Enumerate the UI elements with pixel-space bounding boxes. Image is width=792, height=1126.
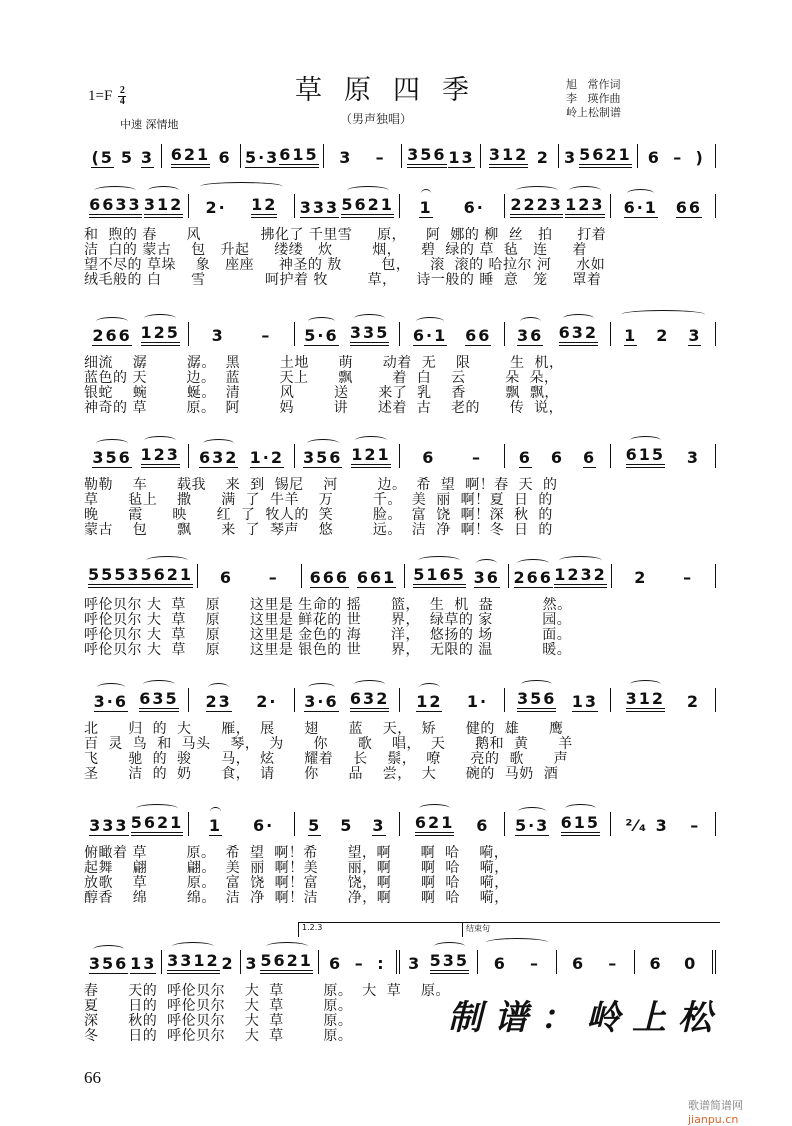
note-group: – bbox=[261, 326, 272, 345]
lyric-verse-3: 放歌 草 原。 富 饶 啊！富 饶，啊 啊 哈 嗬， bbox=[84, 875, 509, 891]
note-group: 5 bbox=[340, 816, 354, 835]
measure bbox=[84, 950, 162, 974]
note-group: 13 bbox=[448, 148, 475, 167]
notation-line bbox=[84, 944, 716, 974]
note-group: 535 bbox=[430, 952, 469, 974]
score-system bbox=[84, 438, 716, 538]
lyric-verse-2: 呼伦贝尔 大 草 原 这里是 鲜花的 世 界， 绿草的 家 园。 bbox=[84, 612, 572, 628]
measure bbox=[611, 322, 716, 346]
measure bbox=[611, 444, 716, 468]
note-group: 6· bbox=[252, 816, 275, 835]
measure bbox=[319, 950, 400, 974]
lyric-verse-1: 俯瞰着 草 原。 希 望 啊！希 望，啊 啊 哈 嗬， bbox=[84, 845, 509, 861]
slur-mark bbox=[308, 683, 336, 692]
measure bbox=[402, 144, 480, 168]
note-group: 6633 bbox=[89, 196, 142, 218]
score-system bbox=[84, 558, 716, 658]
note-group: 6 bbox=[218, 148, 232, 167]
note-group: 3312 bbox=[167, 952, 220, 974]
note-group: ²⁄₄ 3 bbox=[625, 816, 669, 835]
lyric-verse-2: 草 毡上 撒 满 了 牛羊 万 千。 美 丽 啊！夏 日 的 bbox=[84, 492, 553, 508]
slur-mark bbox=[486, 938, 548, 947]
credits bbox=[566, 78, 621, 120]
score-system bbox=[84, 316, 716, 416]
lyric-verse-2: 夏 日的 呼伦贝尔 大 草 原。 bbox=[84, 998, 353, 1014]
note-group: 6 bbox=[518, 448, 532, 467]
note-group: 5 bbox=[308, 816, 322, 835]
slur-mark bbox=[144, 314, 176, 323]
note-group: 632 bbox=[559, 324, 598, 346]
note-group: – bbox=[375, 148, 386, 167]
key-signature bbox=[88, 86, 126, 107]
slur-mark bbox=[621, 310, 704, 319]
measure bbox=[162, 950, 240, 974]
lyric-verse-4: 圣 洁 的 奶 食， 请 你 品 尝， 大 碗的 马奶 酒 bbox=[84, 766, 559, 782]
measure bbox=[84, 688, 189, 712]
note-group: 5621 bbox=[341, 196, 394, 218]
measure bbox=[84, 144, 162, 168]
score-system bbox=[84, 138, 716, 178]
measure bbox=[324, 144, 402, 168]
note-group: 3 bbox=[211, 326, 225, 345]
note-group: 266 bbox=[92, 327, 131, 346]
tempo-marking: 中速 深情地 bbox=[120, 118, 179, 131]
note-group: 23 bbox=[206, 693, 232, 712]
watermark-text: 歌谱简谱网 bbox=[688, 1099, 743, 1112]
lyric-verse-2: 起舞 翩 翩。 美 丽 啊！美 丽，啊 啊 哈 嗬， bbox=[84, 860, 509, 876]
note-group: 2 bbox=[634, 568, 648, 587]
measure bbox=[400, 688, 505, 712]
measure bbox=[611, 812, 716, 836]
note-group: 5·6 bbox=[304, 327, 338, 346]
note-group: 356 bbox=[92, 449, 131, 468]
lyric-verse-3: 望不尽的 草垛 象 座座 神圣的 敖 包， 滚 滚的 哈拉尔 河 水如 bbox=[84, 257, 606, 273]
measure bbox=[635, 950, 716, 974]
measure bbox=[505, 688, 610, 712]
note-group: 3·6 bbox=[304, 693, 338, 712]
note-group: 5·3 bbox=[244, 148, 280, 167]
note-group: 3 bbox=[339, 148, 353, 167]
measure bbox=[505, 812, 610, 836]
measure bbox=[189, 322, 294, 346]
measure bbox=[198, 564, 302, 588]
measure bbox=[84, 812, 189, 836]
note-group: 5621 bbox=[260, 952, 313, 974]
site-watermark bbox=[688, 1097, 792, 1126]
note-group: 66 bbox=[675, 198, 703, 217]
note-group: 2 bbox=[686, 692, 701, 711]
note-group: 266 bbox=[514, 569, 553, 588]
slur-mark bbox=[517, 559, 549, 568]
slur-mark bbox=[518, 807, 546, 816]
lyric-verse-2: 洁 白的 蒙古 包 升起 缕缕 炊 烟， 碧 绿的 草 毡 连 着 bbox=[84, 242, 587, 258]
slur-mark bbox=[354, 680, 386, 689]
measure bbox=[505, 322, 610, 346]
lyric-verse-4: 冬 日的 呼伦贝尔 大 草 原。 bbox=[84, 1028, 353, 1044]
notation-line bbox=[84, 438, 716, 468]
slur-mark bbox=[136, 804, 178, 813]
lyric-verse-2: 百 灵 鸟 和 马头 琴， 为 你 歌 唱， 天 鹅和 黄 羊 bbox=[84, 736, 573, 752]
slur-mark bbox=[630, 680, 662, 689]
note-group: 3 bbox=[408, 954, 422, 973]
measure bbox=[189, 812, 294, 836]
slur-mark bbox=[630, 436, 662, 445]
slur-mark bbox=[520, 317, 541, 326]
note-group: 6 bbox=[583, 448, 597, 467]
lyrics-block bbox=[84, 228, 716, 288]
note-group: 615 bbox=[279, 146, 318, 168]
measure bbox=[405, 564, 509, 588]
slur-mark bbox=[210, 807, 221, 816]
slur-mark bbox=[569, 186, 601, 195]
note-group: (5 bbox=[91, 148, 114, 167]
lyric-verse-3: 深 秋的 呼伦贝尔 大 草 原。 bbox=[84, 1013, 353, 1029]
song-subtitle: （男声独唱） bbox=[340, 112, 413, 126]
lyric-verse-4: 蒙古 包 飘 来 了 琴声 悠 远。 洁 净 啊！冬 日 的 bbox=[84, 522, 553, 538]
note-group: 6 bbox=[649, 954, 663, 973]
lyrics-block bbox=[84, 356, 716, 416]
measure bbox=[241, 144, 324, 168]
note-group: 356 bbox=[303, 449, 342, 468]
lyric-verse-3: 飞 驰 的 骏 马， 炫 耀着 长 鬃， 嘹 亮的 歌 声 bbox=[84, 751, 569, 767]
note-group: 2223 bbox=[510, 196, 563, 218]
note-group: 3 bbox=[140, 148, 154, 167]
slur-mark bbox=[143, 680, 175, 689]
score-system bbox=[84, 188, 716, 288]
measure bbox=[611, 688, 716, 712]
measure bbox=[295, 688, 400, 712]
measure bbox=[84, 194, 189, 218]
note-group: 356 bbox=[89, 955, 128, 974]
lyric-verse-3: 呼伦贝尔 大 草 原 这里是 金色的 海 洋， 悠扬的 场 面。 bbox=[84, 627, 572, 643]
slur-mark bbox=[94, 186, 136, 195]
slur-mark bbox=[476, 559, 497, 568]
slur-mark bbox=[208, 683, 229, 692]
note-group: 333 bbox=[89, 816, 129, 835]
note-group: 3 bbox=[372, 816, 386, 835]
slur-mark bbox=[96, 439, 128, 448]
notation-line bbox=[84, 806, 716, 836]
lyrics-block bbox=[84, 478, 716, 538]
note-group: 2 bbox=[536, 148, 550, 167]
slur-mark bbox=[93, 945, 125, 954]
lyric-verse-1: 春 天的 呼伦贝尔 大 草 原。 大 草 原。 bbox=[84, 983, 451, 999]
lyric-verse-4: 呼伦贝尔 大 草 原 这里是 银色的 世 界， 无限的 温 暖。 bbox=[84, 642, 572, 658]
measure bbox=[84, 564, 198, 588]
measure bbox=[295, 194, 400, 218]
lyric-verse-4: 神奇的 草 原。 阿 妈 讲 述着 古 老的 传 说， bbox=[84, 400, 564, 416]
measure bbox=[400, 950, 478, 974]
note-group: 1 bbox=[209, 817, 222, 836]
lyric-verse-3: 晚 霞 映 红 了 牧人的 笑 脸。 富 饶 啊！深 秋 的 bbox=[84, 507, 553, 523]
slur-mark bbox=[434, 942, 466, 951]
note-group: – bbox=[608, 954, 619, 973]
notation-line bbox=[84, 138, 716, 168]
lyrics-block bbox=[84, 846, 716, 906]
note-group: 6· bbox=[463, 198, 485, 217]
measure bbox=[505, 194, 610, 218]
measure bbox=[509, 564, 613, 588]
note-group: – bbox=[472, 448, 483, 467]
time-signature: $\frac{2}{4}$ bbox=[119, 85, 125, 107]
note-group: – bbox=[529, 954, 540, 973]
measure bbox=[481, 144, 559, 168]
note-group: 312 bbox=[626, 690, 665, 712]
note-group: 36 bbox=[517, 327, 543, 346]
slur-mark bbox=[416, 317, 444, 326]
note-group: 356 bbox=[407, 146, 446, 168]
measure bbox=[162, 144, 240, 168]
lyric-verse-1: 细流 潺 潺。 黑 土地 萌 动着 无 限 生 机， bbox=[84, 355, 564, 371]
measure bbox=[84, 444, 189, 468]
slur-mark bbox=[521, 680, 553, 689]
measure bbox=[295, 812, 400, 836]
measure bbox=[302, 564, 406, 588]
note-group: 1232 bbox=[554, 566, 607, 588]
note-group: 6·1 bbox=[413, 327, 447, 346]
slur-mark bbox=[144, 436, 176, 445]
note-group: 1 bbox=[419, 199, 432, 218]
note-group: 5·3 bbox=[515, 817, 549, 836]
note-group: 5 bbox=[120, 148, 134, 167]
slur-mark bbox=[97, 683, 125, 692]
transcriber-credit: 岭上松制谱 bbox=[566, 106, 621, 119]
note-group: – bbox=[690, 816, 701, 835]
note-group: 661 bbox=[356, 568, 397, 587]
note-group: – bbox=[268, 568, 279, 587]
measure bbox=[84, 322, 189, 346]
notation-line bbox=[84, 316, 716, 346]
note-group: 6 bbox=[493, 954, 507, 973]
note-group: 1· bbox=[466, 692, 489, 711]
slur-mark bbox=[172, 942, 214, 951]
note-group: 2· bbox=[205, 198, 227, 217]
note-group: 1 bbox=[624, 326, 638, 345]
note-group: 2 bbox=[221, 954, 235, 973]
note-group: 615 bbox=[626, 446, 665, 468]
score-system bbox=[84, 682, 716, 782]
measure bbox=[400, 812, 505, 836]
note-group: 3·6 bbox=[94, 693, 128, 712]
slur-mark bbox=[307, 439, 339, 448]
lyric-verse-3: 银蛇 蜿 蜒。 清 风 送 来了 乳 香 飘 飘， bbox=[84, 385, 559, 401]
slur-mark bbox=[203, 439, 235, 448]
slur-mark bbox=[559, 556, 601, 565]
note-group: 632 bbox=[199, 449, 238, 468]
note-group: 6 bbox=[476, 816, 490, 835]
measure bbox=[295, 444, 400, 468]
note-group: 36 bbox=[474, 569, 500, 588]
measure bbox=[189, 444, 294, 468]
lyric-verse-1: 北 归 的 大 雁， 展 翅 蓝 天， 矫 健的 雄 鹰 bbox=[84, 721, 564, 737]
lyric-verse-1: 勒勒 车 载我 来 到 锡尼 河 边。 希 望 啊！春 天 的 bbox=[84, 477, 558, 493]
measure bbox=[295, 322, 400, 346]
note-group: 356 bbox=[517, 690, 556, 712]
note-group: : bbox=[377, 954, 386, 973]
measure bbox=[612, 564, 716, 588]
score-system bbox=[84, 806, 716, 906]
lyric-verse-2: 蓝色的 天 边。 蓝 天上 飘 着 白 云 朵 朵， bbox=[84, 370, 559, 386]
watermark-domain: jianpu.cn bbox=[688, 1113, 739, 1126]
measure bbox=[189, 688, 294, 712]
note-group: 121 bbox=[351, 446, 390, 468]
slur-mark bbox=[516, 186, 558, 195]
lyric-verse-1: 呼伦贝尔 大 草 原 这里是 生命的 摇 篮， 生 机 盎 然。 bbox=[84, 597, 572, 613]
page-number: 66 bbox=[84, 1068, 101, 1087]
lyrics-block bbox=[84, 722, 716, 782]
note-group: 2 bbox=[656, 326, 670, 345]
note-group: 3 bbox=[686, 448, 701, 467]
note-group: 12 bbox=[251, 196, 277, 218]
measure bbox=[400, 444, 505, 468]
measure bbox=[189, 194, 294, 218]
note-group: 3 bbox=[688, 326, 702, 345]
lyric-verse-4: 醇香 绵 绵。 洁 净 啊！洁 净，啊 啊 哈 嗬， bbox=[84, 890, 509, 906]
slur-mark bbox=[421, 189, 432, 198]
note-group: 2· bbox=[256, 692, 278, 711]
measure bbox=[505, 444, 610, 468]
volta-bracket: 1.2.3 bbox=[298, 922, 462, 937]
note-group: 5621 bbox=[579, 146, 632, 168]
measure bbox=[241, 950, 319, 974]
note-group: 3 bbox=[564, 148, 578, 167]
note-group: – bbox=[354, 954, 365, 973]
measure bbox=[611, 194, 716, 218]
slur-mark bbox=[200, 182, 283, 191]
lyric-verse-1: 和 煦的 春 风 拂化了 千里雪 原， 阿 娜的 柳 丝 拍 打着 bbox=[84, 227, 607, 243]
notation-line bbox=[84, 682, 716, 712]
note-group: 13 bbox=[130, 954, 157, 973]
composer-credit: 李 瑛作曲 bbox=[566, 92, 621, 105]
measure bbox=[557, 950, 635, 974]
measure bbox=[400, 194, 505, 218]
slur-mark bbox=[266, 942, 308, 951]
note-group: 621 bbox=[171, 146, 210, 168]
note-group: 123 bbox=[141, 446, 180, 468]
slur-mark bbox=[96, 317, 128, 326]
note-group: 0 bbox=[684, 954, 698, 973]
note-group: 6 bbox=[422, 448, 436, 467]
slur-mark bbox=[419, 804, 451, 813]
note-group: 615 bbox=[561, 814, 600, 836]
note-group: 66 bbox=[465, 326, 492, 345]
note-group: – bbox=[683, 568, 694, 587]
slur-mark bbox=[347, 186, 389, 195]
note-group: ) bbox=[695, 148, 705, 167]
note-group: 5553 bbox=[88, 566, 141, 588]
note-group: 5165 bbox=[413, 566, 466, 588]
transcriber-signature: 制谱：岭上松 bbox=[448, 998, 724, 1038]
lyric-verse-4: 绒毛般的 白 雪 呵护着 牧 草， 诗一般的 睡 意 笼 罩着 bbox=[84, 272, 602, 288]
note-group: 6·1 bbox=[624, 199, 658, 218]
note-group: 123 bbox=[565, 196, 604, 218]
lyricist-credit: 旭 常作词 bbox=[566, 78, 621, 91]
notation-line bbox=[84, 188, 716, 218]
slur-mark bbox=[565, 804, 597, 813]
slur-mark bbox=[563, 314, 595, 323]
note-group: 6 bbox=[647, 148, 661, 167]
note-group: 5621 bbox=[141, 566, 194, 588]
note-group: 312 bbox=[144, 196, 183, 218]
measure bbox=[478, 950, 556, 974]
note-group: 312 bbox=[489, 146, 528, 168]
slur-mark bbox=[146, 556, 188, 565]
slur-mark bbox=[354, 314, 386, 323]
key-label: 1=F bbox=[88, 88, 113, 104]
note-group: 6 bbox=[572, 954, 586, 973]
slur-mark bbox=[419, 683, 440, 692]
note-group: 632 bbox=[350, 690, 389, 712]
note-group: 13 bbox=[571, 692, 598, 711]
note-group: 12 bbox=[416, 693, 442, 712]
measure bbox=[638, 144, 716, 168]
note-group: – bbox=[673, 148, 684, 167]
song-title: 草原四季 bbox=[295, 75, 491, 106]
slur-mark bbox=[355, 436, 387, 445]
note-group: 621 bbox=[415, 814, 454, 836]
note-group: 3 bbox=[245, 954, 259, 973]
note-group: 6 bbox=[329, 954, 343, 973]
slur-mark bbox=[418, 556, 460, 565]
slur-mark bbox=[148, 186, 180, 195]
measure bbox=[559, 144, 637, 168]
note-group: 6 bbox=[550, 448, 565, 467]
note-group: 333 bbox=[299, 198, 340, 217]
slur-mark bbox=[308, 317, 336, 326]
note-group: 125 bbox=[141, 324, 180, 346]
note-group: 666 bbox=[309, 568, 349, 587]
note-group: 1·2 bbox=[249, 448, 284, 467]
slur-mark bbox=[627, 189, 655, 198]
note-group: 5621 bbox=[131, 814, 184, 836]
note-group: 6 bbox=[219, 568, 234, 587]
notation-line bbox=[84, 558, 716, 588]
lyrics-block bbox=[84, 598, 716, 658]
measure bbox=[400, 322, 505, 346]
note-group: 635 bbox=[139, 690, 178, 712]
volta-bracket: 结束句 bbox=[462, 922, 720, 937]
note-group: 335 bbox=[350, 324, 389, 346]
